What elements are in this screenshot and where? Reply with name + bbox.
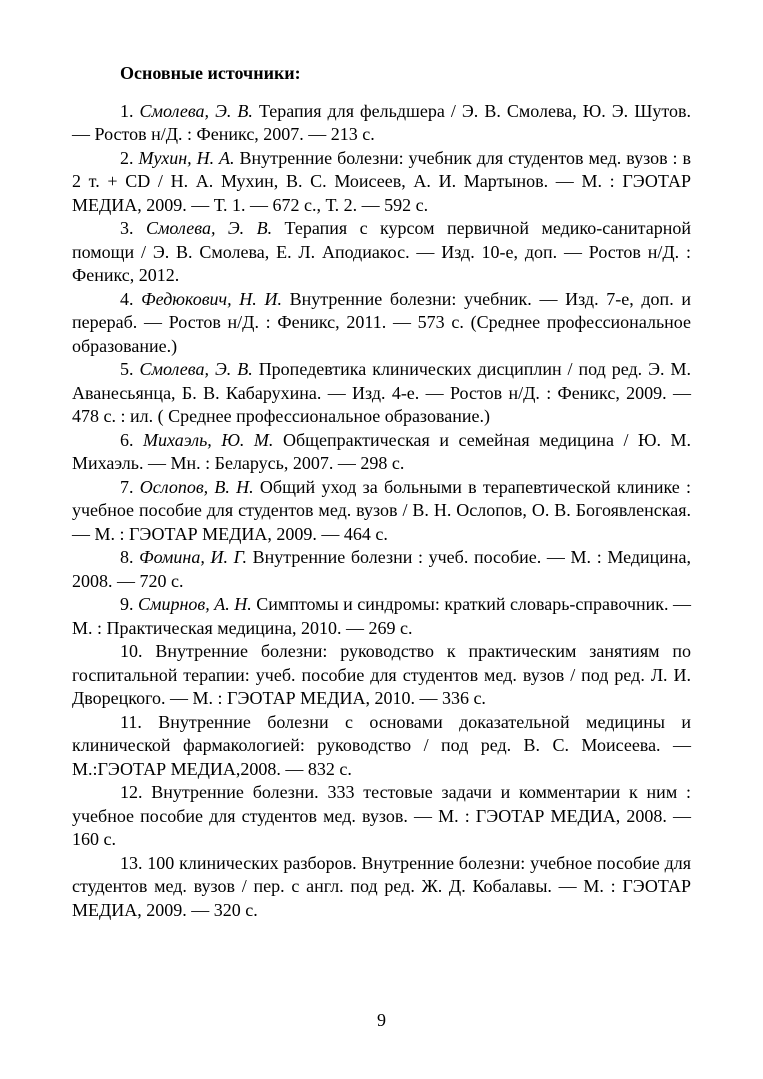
reference-text: Пропедевтика клинических дисциплин / под ред. Э. М. Аванесьянца, Б. В. Кабарухина. — Изд. 4-е. — Ростов н/Д. : Феникс, 2009. — 478 с. : ил. ( Среднее профессиональное образование.)	[72, 359, 691, 426]
reference-number: 12.	[120, 782, 143, 802]
reference-number: 5.	[120, 359, 134, 379]
reference-author: Мухин, Н. А.	[138, 147, 235, 168]
reference-author: Михаэль, Ю. М.	[143, 429, 274, 450]
reference-number: 4.	[120, 288, 134, 309]
reference-text: Внутренние болезни с основами доказательной медицины и клинической фармакологией: руководство / под ред. В. С. Моисеева. — М.:ГЭОТАР МЕДИА,2008. — 832 с.	[72, 711, 691, 779]
reference-text: Внутренние болезни: руководство к практическим занятиям по госпитальной терапии: учеб. пособие для студентов мед. вузов / под ред. Л. И. Дворецкого. — М. : ГЭОТАР МЕДИА, 2010. — 336 с.	[72, 641, 691, 708]
reference-number: 7.	[120, 476, 134, 497]
section-heading: Основные источники:	[120, 63, 301, 83]
reference-author: Смолева, Э. В.	[145, 218, 273, 238]
reference-author: Ослопов, В. Н.	[139, 476, 254, 497]
reference-number: 9.	[120, 594, 134, 614]
reference-item	[72, 546, 691, 593]
reference-item	[72, 593, 691, 640]
reference-text: Внутренние болезни: учебник для студентов мед. вузов : в 2 т. + CD / Н. А. Мухин, В. С. Моисеев, А. И. Мартынов. — М. : ГЭОТАР МЕДИА, 2009. — Т. 1. — 672 с., Т. 2. — 592 с.	[72, 147, 692, 215]
reference-text: Внутренние болезни. 333 тестовые задачи и комментарии к ним : учебное пособие для студентов мед. вузов. — М. : ГЭОТАР МЕДИА, 2008. — 160 с.	[72, 782, 691, 849]
reference-author: Смолева, Э. В.	[139, 100, 253, 121]
reference-number: 10.	[120, 641, 143, 661]
reference-author: Смирнов, А. Н.	[138, 594, 252, 614]
reference-number: 1.	[120, 100, 134, 121]
reference-text: Терапия с курсом первичной медико-санитарной помощи / Э. В. Смолева, Е. Л. Аподиакос. — Изд. 10-е, доп. — Ростов н/Д. : Феникс, 2012.	[72, 218, 692, 285]
reference-number: 11.	[120, 711, 142, 732]
reference-item	[72, 147, 691, 218]
reference-number: 13.	[120, 852, 143, 873]
page-number: 9	[377, 1010, 386, 1030]
reference-item	[72, 852, 691, 923]
reference-text: Терапия для фельдшера / Э. В. Смолева, Ю. Э. Шутов. — Ростов н/Д. : Феникс, 2007. — 213 с.	[72, 100, 691, 144]
reference-item	[72, 288, 691, 359]
reference-author: Фомина, И. Г.	[139, 547, 247, 567]
page-content	[72, 62, 691, 922]
reference-text: Общий уход за больными в терапевтической клинике : учебное пособие для студентов мед. вузов / В. Н. Ослопов, О. В. Богоявленская. — М. : ГЭОТАР МЕДИА, 2009. — 464 с.	[72, 476, 692, 544]
reference-list	[72, 100, 691, 923]
reference-text: Симптомы и синдромы: краткий словарь-справочник. — М. : Практическая медицина, 2010. — 269 с.	[72, 594, 692, 638]
reference-item	[72, 476, 691, 547]
reference-author: Смолева, Э. В.	[139, 359, 253, 379]
reference-text: Внутренние болезни: учебник. — Изд. 7-е, доп. и перераб. — Ростов н/Д. : Феникс, 2011. — 573 с. (Среднее профессиональное образование.)	[72, 288, 691, 356]
reference-text: 100 клинических разборов. Внутренние болезни: учебное пособие для студентов мед. вузов / пер. с англ. под ред. Ж. Д. Кобалавы. — М. : ГЭОТАР МЕДИА, 2009. — 320 с.	[72, 852, 691, 920]
reference-number: 3.	[120, 218, 134, 238]
reference-number: 2.	[120, 147, 134, 168]
reference-author: Федюкович, Н. И.	[141, 288, 282, 309]
reference-text: Общепрактическая и семейная медицина / Ю. М. Михаэль. — Мн. : Беларусь, 2007. — 298 с.	[72, 429, 692, 473]
reference-item	[72, 358, 691, 429]
reference-number: 8.	[120, 547, 134, 567]
reference-number: 6.	[120, 429, 134, 450]
reference-item	[72, 640, 691, 711]
reference-item	[72, 781, 691, 852]
reference-item	[72, 100, 691, 147]
reference-text: Внутренние болезни : учеб. пособие. — М. : Медицина, 2008. — 720 с.	[72, 547, 692, 591]
reference-item	[72, 429, 691, 476]
reference-item	[72, 711, 691, 782]
reference-item	[72, 217, 691, 288]
